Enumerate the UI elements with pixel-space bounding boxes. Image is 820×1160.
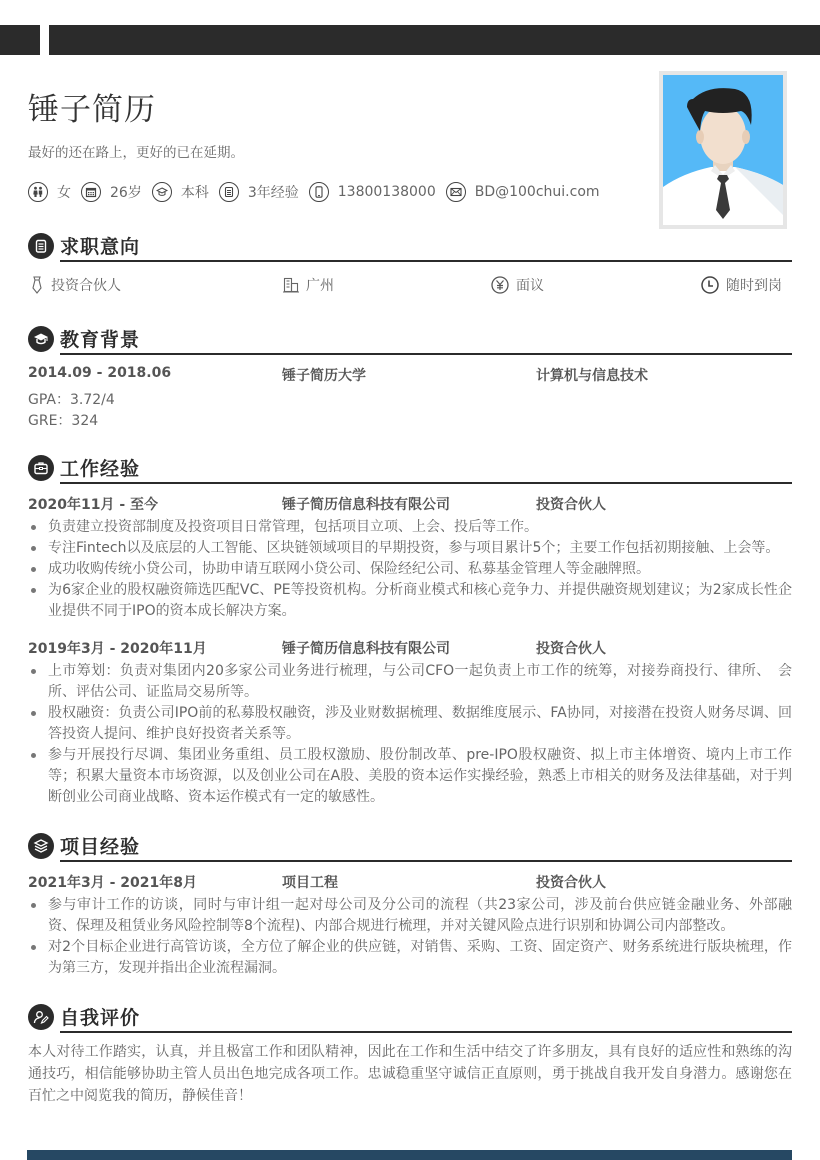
intent-city [283,275,334,295]
experience-text: 3年经验 [247,185,299,201]
section-header-self [28,1004,792,1032]
info-degree [152,182,209,202]
mail-icon [446,182,466,202]
yen-icon [491,276,509,294]
top-bar-left [0,25,40,55]
work-entry-header [28,494,792,514]
clock-icon [701,276,719,294]
list-item: 为6家企业的股权融资筛选匹配VC、PE等投资机构。分析商业模式和核心竞争力、并提供融资规划建议；为2家成长性企业提供不同于IPO的资本成长解决方案。 [28,580,792,622]
phone-text[interactable]: 13800138000 [337,184,436,200]
calendar-icon [81,182,101,202]
project-bullets [28,895,806,979]
user-edit-icon [28,1004,54,1030]
work-period: 2019年3月 - 2020年11月 [28,641,207,657]
gender-text: 女 [57,185,71,201]
intent-availability [701,275,782,295]
job-intent-row [28,275,792,297]
list-item: 参与审计工作的访谈，同时与审计组一起对母公司及分公司的流程（共23家公司，涉及前台供应链金融业务、外部融 资、保理及租赁业务风险控制等8个流程)、内部合规进行梳理，并对关键风险点进行识别和协调公司内部整改。 [28,895,792,937]
work-bullets [28,661,792,808]
info-gender [28,182,71,202]
list-item: 股权融资：负责公司IPO前的私募股权融资，涉及业财数据梳理、数据维度展示、FA协同，对接潜在投资人财务尽调、回答投资人提问、维护良好投资者关系等。 [28,703,792,745]
education-gpa: GPA：3.72/4 [28,392,115,408]
list-item: 参与开展投行尽调、集团业务重组、员工股权激励、股份制改革、pre-IPO股权融资、拟上市主体增资、境内上市工作等；积累大量资本市场资源，以及创业公司在A股、美股的资本运作实操经验，熟悉上市相关的财务及法律基础，对于判断创业公司商业战略、资本运作模式有一定的敏感性。 [28,745,792,808]
self-evaluation-text: 本人对待工作踏实，认真，并且极富工作和团队精神，因此在工作和生活中结交了许多朋友，具有良好的适应性和熟练的沟通技巧，相信能够协助主管人员出色地完成各项工作。忠诚稳重坚守诚信正直原则，勇于挑战自我开发自身潜力。感谢您在百忙之中阅览我的简历，静候佳音！ [28,1044,792,1104]
top-bar-right [49,25,820,55]
section-header-project [28,833,792,861]
section-divider [60,353,792,355]
education-gre: GRE：324 [28,413,99,429]
list-item: 负责建立投资部制度及投资项目日常管理，包括项目立项、上会、投后等工作。 [28,517,792,538]
resume-motto: 最好的还在路上，更好的已在延期。 [28,145,244,161]
profile-photo [659,71,787,229]
work-role: 投资合伙人 [536,497,606,513]
document-icon [219,182,239,202]
resume-name: 锤子简历 [28,92,156,128]
building-icon [283,277,299,293]
work-company: 锤子简历信息科技有限公司 [282,641,450,657]
briefcase-icon [28,455,54,481]
section-title: 项目经验 [60,836,141,858]
section-divider [60,860,792,862]
info-experience [219,182,299,202]
list-item: 专注Fintech以及底层的人工智能、区块链领域项目的早期投资，参与项目累计5个；主要工作包括初期接触、上会等。 [28,538,792,559]
email-text[interactable]: BD@100chui.com [474,184,600,200]
graduation-cap-icon [152,182,172,202]
intent-position-text: 投资合伙人 [51,278,121,294]
work-entry-header [28,638,792,658]
personal-info-row [28,181,610,203]
intent-salary [491,275,544,295]
gender-icon [28,182,48,202]
work-period: 2020年11月 - 至今 [28,497,159,513]
clipboard-icon [28,233,54,259]
section-title: 自我评价 [60,1007,141,1029]
age-text: 26岁 [110,185,142,201]
section-divider [60,482,792,484]
education-major: 计算机与信息技术 [536,368,648,384]
education-school: 锤子简历大学 [282,368,366,384]
education-period: 2014.09 - 2018.06 [28,365,172,381]
intent-availability-text: 随时到岗 [726,278,782,294]
section-divider [60,1031,792,1033]
phone-icon [309,182,329,202]
project-period: 2021年3月 - 2021年8月 [28,875,197,891]
section-header-intent [28,233,792,261]
footer-bar [27,1150,792,1160]
tie-icon [30,276,44,294]
project-entry-header [28,872,792,892]
info-phone [309,182,436,202]
work-role: 投资合伙人 [536,641,606,657]
section-divider [60,260,792,262]
project-name: 项目工程 [282,875,338,891]
info-email [446,182,600,202]
layers-icon [28,833,54,859]
degree-text: 本科 [180,185,209,201]
education-entry-header [28,365,792,385]
avatar-illustration [663,75,783,225]
list-item: 上市筹划：负责对集团内20多家公司业务进行梳理，与公司CFO一起负责上市工作的统筹，对接券商投行、律所、 会所、评估公司、证监局交易所等。 [28,661,792,703]
project-role: 投资合伙人 [536,875,606,891]
graduation-cap-icon [28,326,54,352]
info-age [81,182,142,202]
work-bullets [28,517,792,622]
list-item: 对2个目标企业进行高管访谈，全方位了解企业的供应链，对销售、采购、工资、固定资产、财务系统进行版块梳理，作为第三方，发现并指出企业流程漏洞。 [28,937,792,979]
intent-salary-text: 面议 [516,278,544,294]
section-title: 教育背景 [60,329,141,351]
section-header-education [28,326,792,354]
intent-position [30,275,121,295]
section-title: 工作经验 [60,458,141,480]
section-title: 求职意向 [60,236,141,258]
list-item: 成功收购传统小贷公司，协助申请互联网小贷公司、保险经纪公司、私募基金管理人等金融牌照。 [28,559,792,580]
work-company: 锤子简历信息科技有限公司 [282,497,450,513]
intent-city-text: 广州 [306,278,334,294]
section-header-work [28,455,792,483]
